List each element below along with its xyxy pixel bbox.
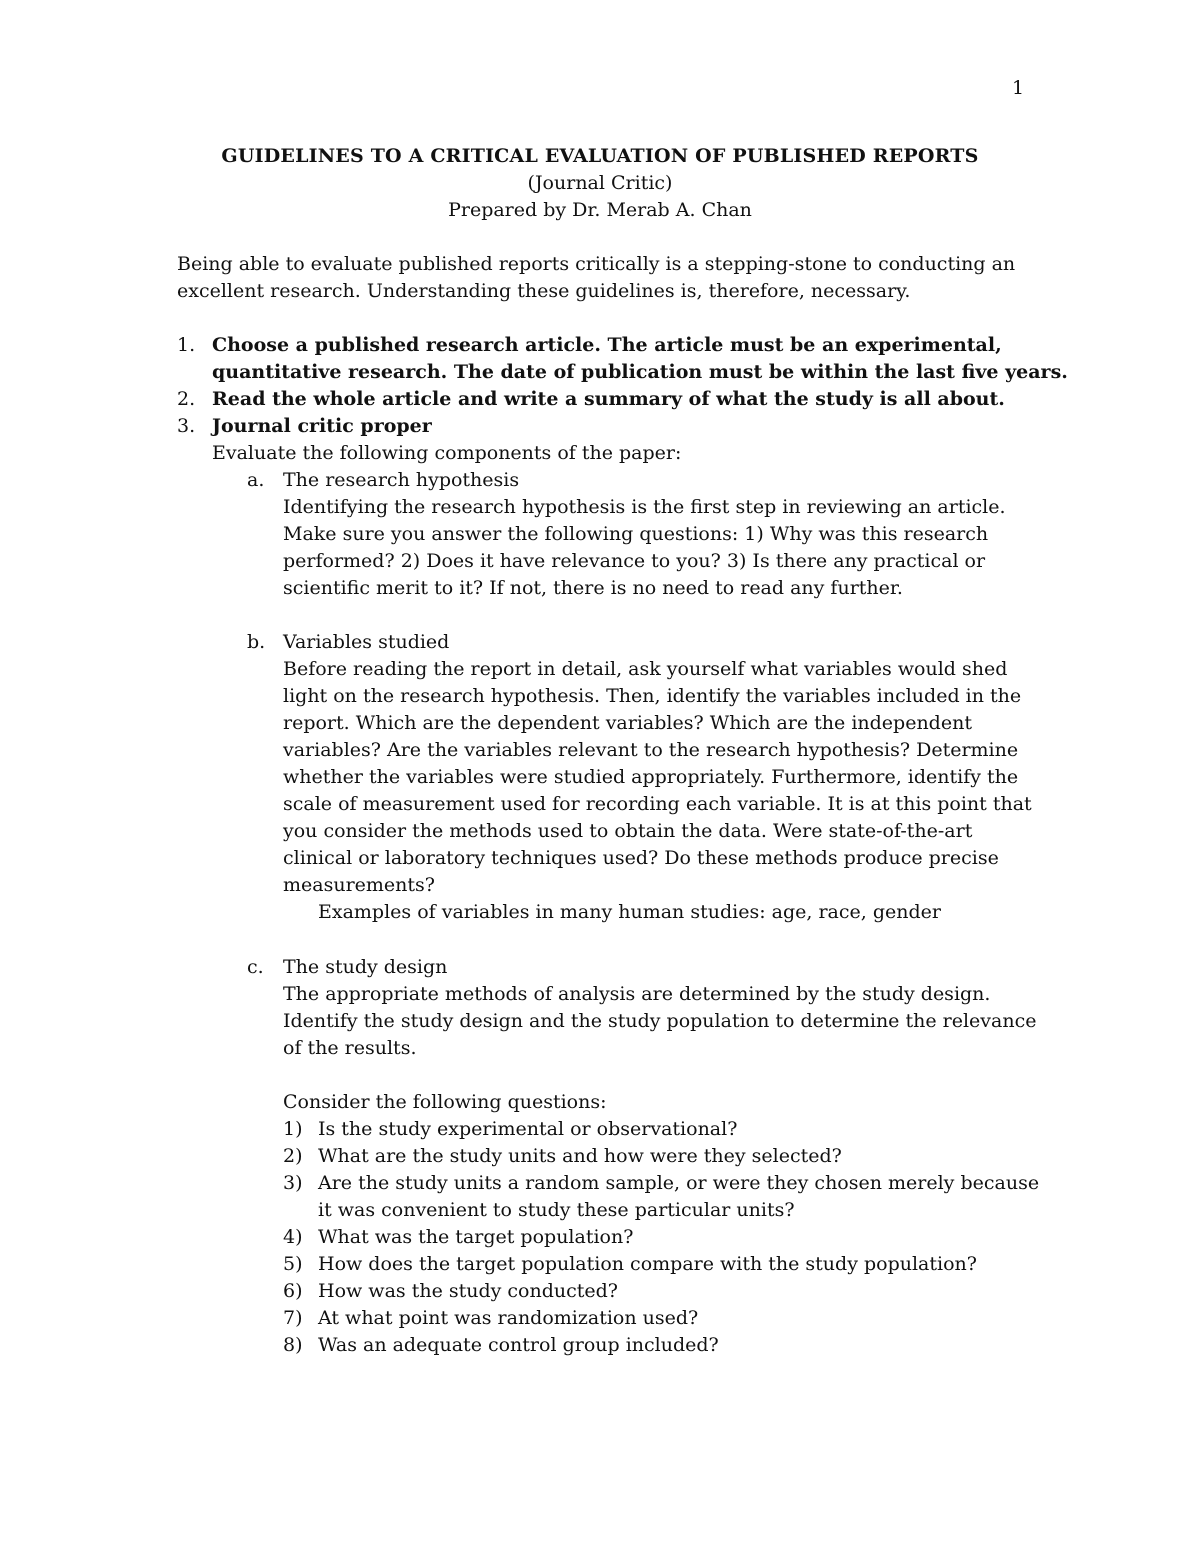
question-number: 7): [283, 1307, 303, 1329]
question-text: Was an adequate control group included?: [318, 1334, 719, 1356]
component-body-line: The appropriate methods of analysis are determined by the study design.: [283, 983, 991, 1005]
component-body-line: Identifying the research hypothesis is the first step in reviewing an article.: [283, 496, 1006, 518]
component-example: Examples of variables in many human studies: age, race, gender: [318, 901, 941, 923]
document-title: GUIDELINES TO A CRITICAL EVALUATION OF PUBLISHED REPORTS: [221, 145, 979, 167]
step-text: Read the whole article and write a summary of what the study is all about.: [212, 388, 1005, 410]
component-body-line: Make sure you answer the following questions: 1) Why was this research: [283, 523, 989, 545]
component-body-line: scale of measurement used for recording each variable. It is at this point that: [283, 793, 1032, 815]
component-body-line: measurements?: [283, 874, 435, 896]
intro-line: Being able to evaluate published reports critically is a stepping-stone to conducting an: [177, 253, 1016, 275]
question-text: it was convenient to study these particular units?: [318, 1199, 795, 1221]
question-text: How does the target population compare with the study population?: [318, 1253, 977, 1275]
component-body-line: variables? Are the variables relevant to the research hypothesis? Determine: [283, 739, 1019, 761]
page-number: 1: [1012, 77, 1025, 99]
step-number: 3.: [177, 415, 196, 437]
component-body-line: Before reading the report in detail, ask yourself what variables would shed: [283, 658, 1008, 680]
component-body-line: Identify the study design and the study population to determine the relevance: [283, 1010, 1037, 1032]
step-text: Choose a published research article. The article must be an experimental,: [212, 334, 1002, 356]
step-text: Journal critic proper: [212, 415, 432, 437]
question-number: 3): [283, 1172, 303, 1194]
step-number: 2.: [177, 388, 196, 410]
component-heading: The study design: [283, 956, 448, 978]
component-body-line: whether the variables were studied appropriately. Furthermore, identify the: [283, 766, 1019, 788]
question-number: 4): [283, 1226, 303, 1248]
component-body-line: report. Which are the dependent variables? Which are the independent: [283, 712, 972, 734]
component-body-line: clinical or laboratory techniques used? Do these methods produce precise: [283, 847, 999, 869]
component-body-line: of the results.: [283, 1037, 417, 1059]
component-body-line: light on the research hypothesis. Then, identify the variables included in the: [283, 685, 1022, 707]
step-number: 1.: [177, 334, 196, 356]
component-body-line: you consider the methods used to obtain the data. Were state-of-the-art: [283, 820, 973, 842]
document-author: Prepared by Dr. Merab A. Chan: [448, 199, 752, 221]
document-subtitle: (Journal Critic): [527, 172, 673, 194]
component-letter: c.: [247, 956, 264, 978]
step-text: quantitative research. The date of publication must be within the last five years.: [212, 361, 1068, 383]
step-intro: Evaluate the following components of the paper:: [212, 442, 682, 464]
questions-intro: Consider the following questions:: [283, 1091, 607, 1113]
component-letter: a.: [247, 469, 265, 491]
question-number: 8): [283, 1334, 303, 1356]
question-number: 2): [283, 1145, 303, 1167]
intro-line: excellent research. Understanding these guidelines is, therefore, necessary.: [177, 280, 911, 302]
question-number: 1): [283, 1118, 303, 1140]
component-heading: The research hypothesis: [283, 469, 520, 491]
question-number: 6): [283, 1280, 303, 1302]
question-text: What are the study units and how were they selected?: [318, 1145, 842, 1167]
question-text: At what point was randomization used?: [318, 1307, 699, 1329]
component-letter: b.: [247, 631, 266, 653]
component-body-line: performed? 2) Does it have relevance to you? 3) Is there any practical or: [283, 550, 986, 572]
question-text: Are the study units a random sample, or were they chosen merely because: [318, 1172, 1040, 1194]
question-number: 5): [283, 1253, 303, 1275]
question-text: Is the study experimental or observational?: [318, 1118, 738, 1140]
component-heading: Variables studied: [283, 631, 450, 653]
component-body-line: scientific merit to it? If not, there is no need to read any further.: [283, 577, 903, 599]
question-text: How was the study conducted?: [318, 1280, 618, 1302]
question-text: What was the target population?: [318, 1226, 634, 1248]
